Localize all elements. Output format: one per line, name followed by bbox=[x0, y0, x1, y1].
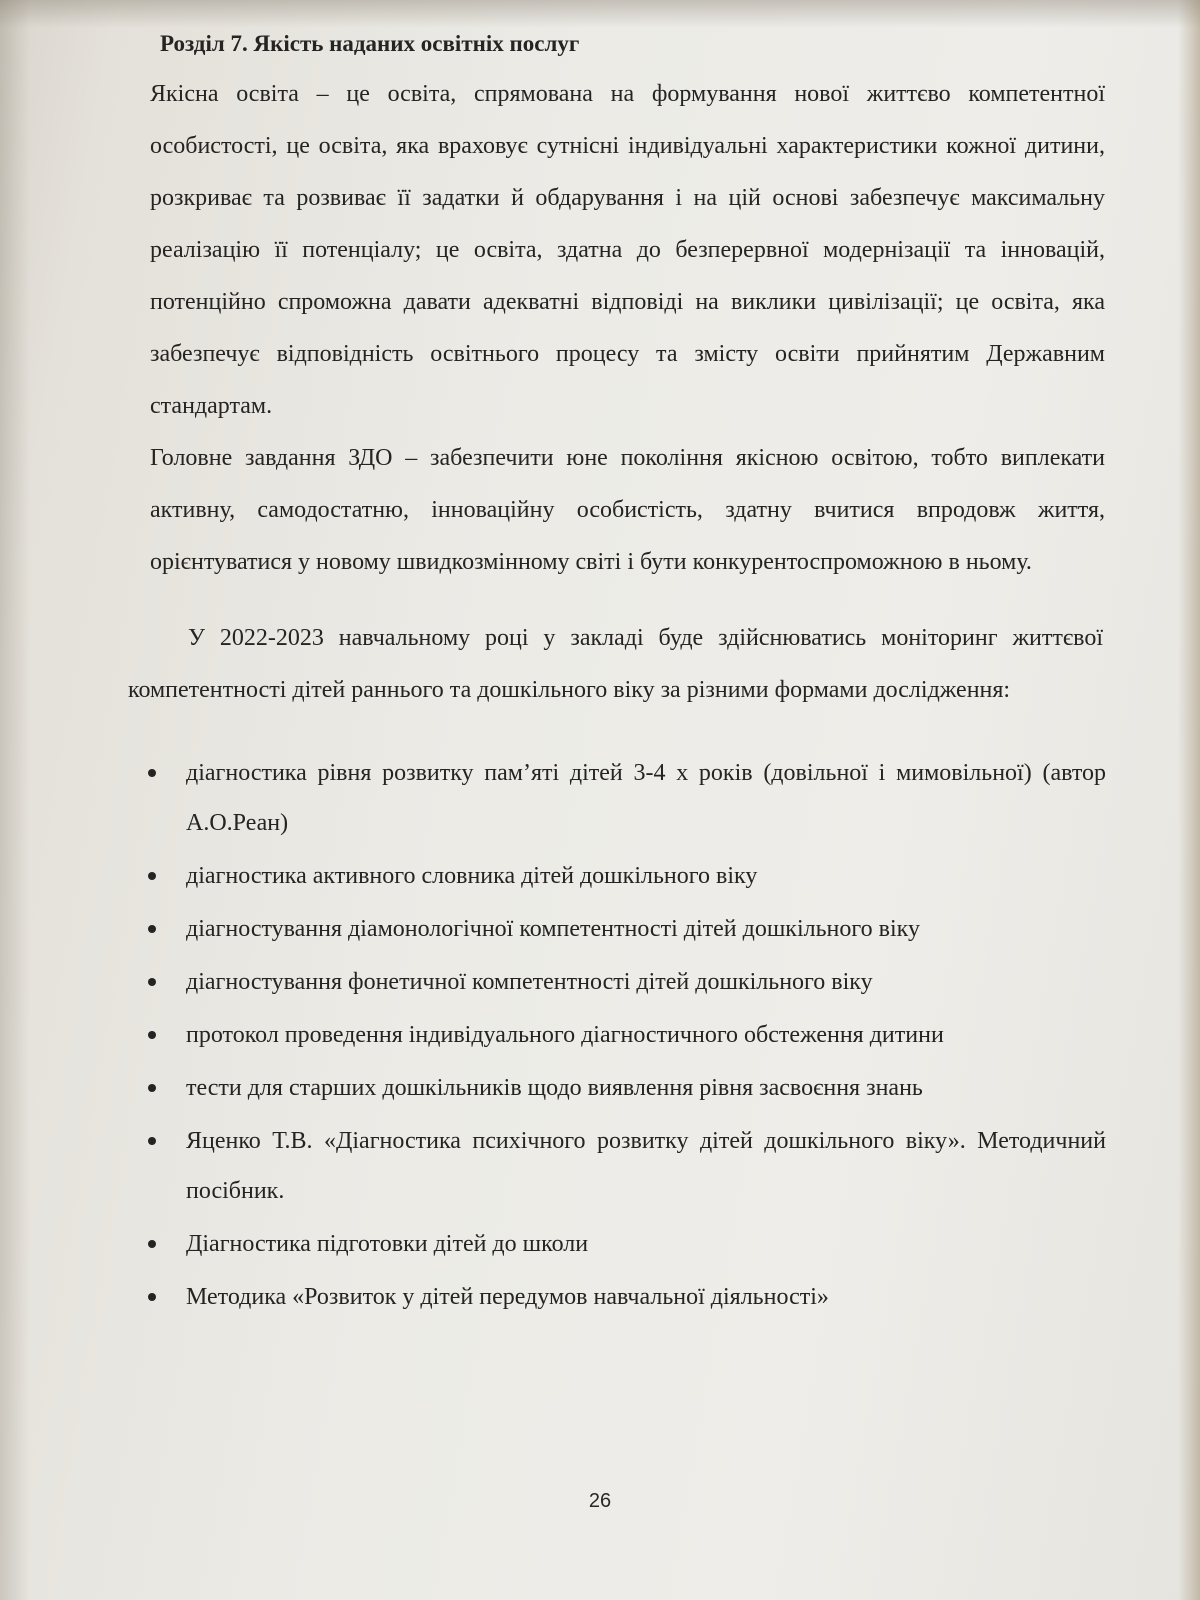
list-item-text: діагностика рівня розвитку пам’яті дітей 3-4 х років (довільної і мимовільної) (автор А.О.Реан) bbox=[186, 760, 1106, 836]
paragraph-monitoring-intro: У 2022-2023 навчальному році у закладі буде здійснюватись моніторинг життєвої компетентності дітей раннього та дошкільного віку за різними формами дослідження: bbox=[128, 625, 1103, 703]
list-item bbox=[146, 904, 1106, 954]
bullet-icon bbox=[148, 769, 156, 777]
paragraph-main-task: Головне завдання ЗДО – забезпечити юне покоління якісною освітою, тобто виплекати активну, самодостатню, інноваційну особистість, здатну вчитися впродовж життя, орієнтуватися у новому швидкозмінному світі і бути конкурентоспроможною в ньому. bbox=[150, 445, 1105, 575]
bullet-icon bbox=[148, 978, 156, 986]
page-number: 26 bbox=[588, 1490, 612, 1512]
list-item bbox=[146, 1219, 1106, 1269]
list-item-text: Діагностика підготовки дітей до школи bbox=[186, 1231, 589, 1257]
page-shadow-left bbox=[0, 0, 30, 1600]
bullet-icon bbox=[148, 872, 156, 880]
bullet-icon bbox=[148, 1084, 156, 1092]
bullet-icon bbox=[148, 1031, 156, 1039]
list-item-text: тести для старших дошкільників щодо виявлення рівня засвоєння знань bbox=[186, 1075, 923, 1101]
page-shadow-right bbox=[1178, 0, 1200, 1600]
paragraph-quality-education: Якісна освіта – це освіта, спрямована на формування нової життєво компетентної особистості, це освіта, яка враховує сутнісні індивідуальні характеристики кожної дитини, розкриває та розвиває її задатки й обдарування і на цій основі забезпечує максимальну реалізацію її потенціалу; це освіта, здатна до безперервної модернізації та інновацій, потенційно спроможна давати адекватні відповіді на виклики цивілізації; це освіта, яка забезпечує відповідність освітнього процесу та змісту освіти прийнятим Державним стандартам. bbox=[150, 81, 1105, 419]
list-item bbox=[146, 748, 1106, 848]
list-item-text: діагностика активного словника дітей дошкільного віку bbox=[186, 863, 758, 889]
list-item-text: Яценко Т.В. «Діагностика психічного розвитку дітей дошкільного віку». Методичний посібник. bbox=[186, 1128, 1106, 1204]
bullet-icon bbox=[148, 1293, 156, 1301]
list-item-text: протокол проведення індивідуального діагностичного обстеження дитини bbox=[186, 1022, 944, 1048]
section-heading: Розділ 7. Якість наданих освітніх послуг bbox=[160, 31, 580, 56]
bullet-icon bbox=[148, 1137, 156, 1145]
bullet-icon bbox=[148, 925, 156, 933]
list-item bbox=[146, 1010, 1106, 1060]
list-item bbox=[146, 957, 1106, 1007]
list-item bbox=[146, 1063, 1106, 1113]
bullet-icon bbox=[148, 1240, 156, 1248]
list-item-text: Методика «Розвиток у дітей передумов навчальної діяльності» bbox=[186, 1284, 829, 1310]
diagnostics-list bbox=[146, 748, 1106, 1322]
list-item bbox=[146, 1272, 1106, 1322]
list-item bbox=[146, 1116, 1106, 1216]
list-item bbox=[146, 851, 1106, 901]
list-item-text: діагностування діамонологічної компетентності дітей дошкільного віку bbox=[186, 916, 920, 942]
document-body bbox=[128, 24, 1106, 1325]
list-item-text: діагностування фонетичної компетентності дітей дошкільного віку bbox=[186, 969, 873, 995]
